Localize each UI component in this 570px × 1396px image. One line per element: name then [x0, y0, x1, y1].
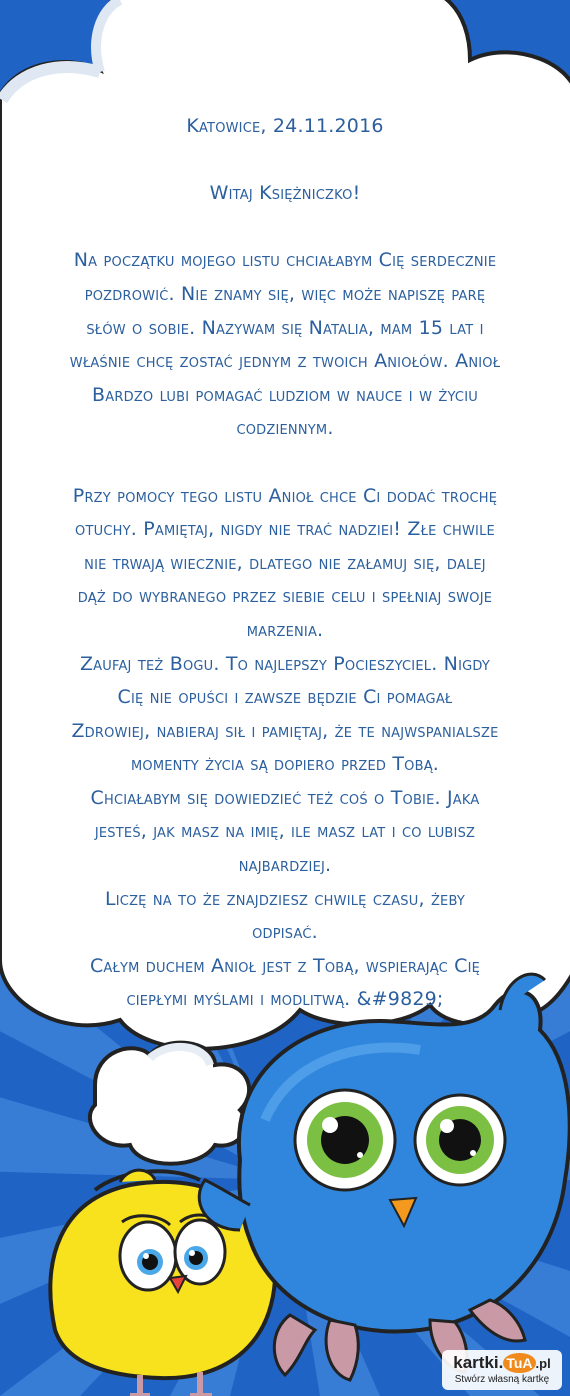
letter-line: właśnie chcę zostać jednym z twoich Aniołów. Anioł [69, 350, 501, 373]
date-line: Katowice, 24.11.2016 [186, 115, 384, 137]
letter-line: Chciałabym się dowiedzieć też coś o Tobie. Jaka [90, 786, 480, 809]
letter-line: momenty życia są dopiero przed Tobą. [130, 753, 440, 776]
letter-line: Cię nie opuści i zawsze będzie Ci pomagał [117, 686, 453, 709]
letter-line: jesteś, jak masz na imię, ile masz lat i co lubisz [94, 820, 476, 843]
logo-badge: TuA [503, 1353, 535, 1373]
logo-brand-prefix: kartki. [453, 1353, 504, 1372]
letter-line: Zdrowiej, nabieraj sił i pamiętaj, że te najwspanialsze [71, 719, 499, 742]
letter-line: ciepłymi myślami i modlitwą. &#9829; [126, 988, 444, 1011]
letter-line: Liczę na to że znajdziesz chwilę czasu, żeby [104, 887, 466, 910]
letter-line: Bardzo lubi pomagać ludziom w nauce i w życiu [92, 383, 478, 406]
spacer [22, 211, 548, 245]
logo-brand-suffix: .pl [535, 1356, 551, 1371]
spacer [22, 446, 548, 480]
letter-line: nie trwają wiecznie, dlatego nie załamuj się, dalej [84, 551, 486, 574]
letter-line: Na początku mojego listu chciałabym Cię serdecznie [73, 249, 497, 272]
letter-line: dąż do wybranego przez siebie celu i spełniaj swoje [77, 585, 493, 608]
letter-line: Całym duchem Anioł jest z Tobą, wspierając Cię [89, 954, 481, 977]
letter-line: pozdrowić. Nie znamy się, więc może napiszę parę [84, 282, 486, 305]
logo-brand [442, 1353, 562, 1374]
greeting-line: Witaj Księżniczko! [209, 182, 361, 205]
spacer [22, 144, 548, 178]
letter-line: codziennym. [236, 417, 334, 440]
letter-line: odpisać. [252, 921, 318, 944]
letter-line: otuchy. Pamiętaj, nigdy nie trać nadziei! Złe chwile [75, 518, 495, 541]
letter-line: Zaufaj też Bogu. To najlepszy Pocieszyciel. Nigdy [79, 652, 491, 675]
logo-tagline: Stwórz własną kartkę [454, 1374, 550, 1385]
letter-text [22, 110, 548, 1017]
letter-line: Przy pomocy tego listu Anioł chce Ci dodać trochę [72, 484, 498, 507]
letter-line: słów o sobie. Nazywam się Natalia, mam 15 lat i [86, 316, 484, 339]
letter-line: marzenia. [246, 618, 324, 641]
kartki-tua-logo[interactable] [442, 1350, 562, 1390]
letter-line: najbardziej. [238, 854, 332, 877]
